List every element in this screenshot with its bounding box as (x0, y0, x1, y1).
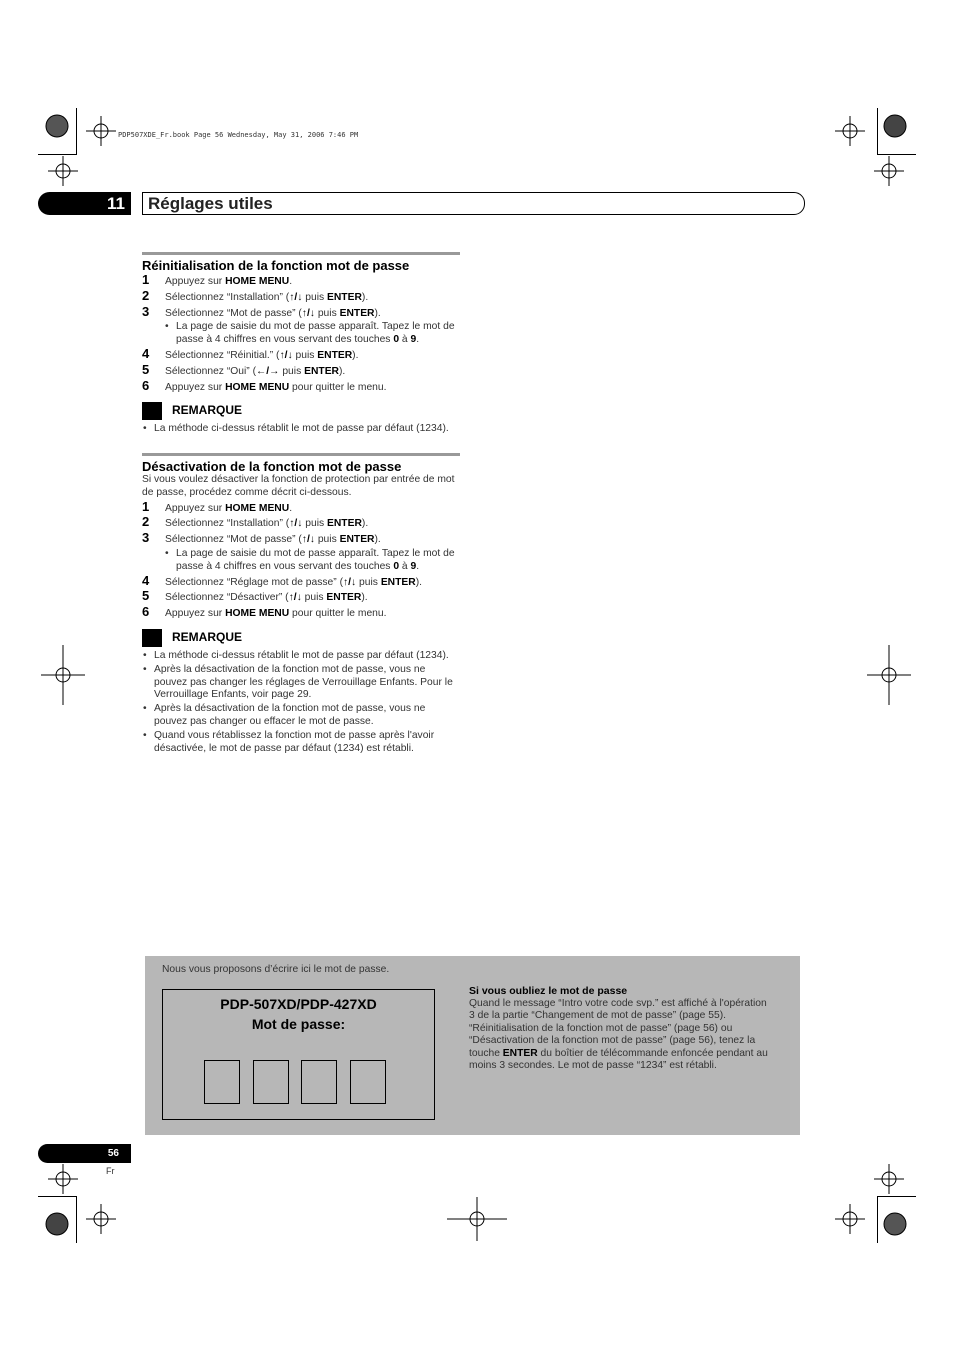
step-item (142, 530, 460, 547)
arrow-keys-icon: ↑/↓ (301, 534, 315, 546)
step-text: ). (361, 592, 368, 604)
step-number: 4 (142, 345, 150, 361)
section-rule (142, 453, 460, 456)
step-number: 6 (142, 377, 150, 393)
step-text: puis (356, 576, 381, 588)
arrow-keys-icon: ↑/↓ (289, 291, 303, 303)
step-text: Appuyez sur (165, 381, 226, 393)
section-reset-password (142, 252, 460, 436)
forgot-text-end: du boîtier de télécommande enfoncée pendant au moins 3 secondes. Le mot de passe “1234” est rétabli. (469, 1047, 768, 1071)
arrow-keys-icon: ↑/↓ (279, 349, 293, 361)
forgot-password-note (469, 985, 769, 1073)
sub-note-text: . (416, 334, 420, 346)
step-text: Appuyez sur (165, 608, 226, 620)
step-text: puis (302, 291, 327, 303)
step-text: ). (361, 291, 369, 303)
step-number: 2 (142, 514, 150, 530)
key-label: ENTER (326, 592, 362, 604)
key-label: ENTER (317, 349, 353, 361)
step-text: Sélectionnez “Réinitial.” ( (165, 349, 280, 361)
forgot-text (469, 998, 769, 1073)
sub-note-text: La page de saisie du mot de passe apparaît. Tapez le mot de passe à 4 chiffres en vous servant des touches (176, 321, 455, 346)
step-item (142, 498, 460, 516)
step-text: ). (374, 307, 381, 319)
step-item (142, 604, 460, 621)
step-text: . (289, 502, 293, 514)
model-name: PDP-507XD/PDP-427XD (220, 996, 377, 1012)
remark-item: • La méthode ci-dessus rétablit le mot de passe par défaut (1234). (142, 423, 460, 436)
key-label: 0 (393, 560, 400, 572)
key-label: 9 (410, 560, 417, 572)
steps-list (142, 498, 460, 621)
password-label: Mot de passe: (251, 1016, 346, 1032)
book-header: PDP507XDE_Fr.book Page 56 Wednesday, May 31, 2006 7:46 PM (118, 131, 359, 139)
remark-item: • Après la désactivation de la fonction mot de passe, vous ne pouvez pas changer les réglages de Verrouillage Enfants. Pour le Verrouillage Enfants, voir page 29. (142, 664, 460, 702)
steps-list (142, 272, 460, 394)
remarks-list (142, 650, 460, 755)
remark-header (142, 629, 460, 649)
step-text: pour quitter le menu. (289, 381, 387, 393)
key-label: ENTER (380, 576, 416, 588)
step-item (142, 572, 460, 590)
step-item (142, 303, 460, 321)
step-text: Sélectionnez “Oui” ( (165, 365, 256, 377)
arrow-keys-icon: ↑/↓ (288, 592, 302, 604)
sub-note-text: La page de saisie du mot de passe apparaît. Tapez le mot de passe à 4 chiffres en vous servant des touches (176, 547, 455, 572)
remarks-list (142, 423, 460, 436)
step-text: Appuyez sur (165, 276, 226, 287)
step-text: Sélectionnez “Réglage mot de passe” ( (165, 576, 344, 588)
step-text: Sélectionnez “Mot de passe” ( (165, 307, 302, 319)
digit-box (301, 1060, 337, 1104)
step-sub-note (142, 321, 460, 347)
key-label: ENTER (327, 518, 362, 530)
step-text: puis (302, 518, 327, 530)
step-text: Sélectionnez “Installation” ( (165, 518, 290, 530)
key-label: HOME MENU (225, 276, 290, 287)
digit-box (350, 1060, 386, 1104)
step-number: 1 (142, 272, 150, 287)
step-text: ). (339, 365, 346, 377)
sub-note-text: à (399, 560, 411, 572)
step-item (142, 345, 460, 363)
remark-item: • Après la désactivation de la fonction mot de passe, vous ne pouvez pas changer ou effacer le mot de passe. (142, 703, 460, 729)
step-text: ). (352, 349, 359, 361)
step-text: Sélectionnez “Désactiver” ( (165, 592, 289, 604)
digit-box (204, 1060, 240, 1104)
chapter-number: 11 (38, 192, 131, 215)
step-text: . (289, 276, 293, 287)
step-text: ). (361, 518, 369, 530)
section-rule (142, 252, 460, 255)
step-text: puis (292, 349, 318, 361)
step-item (142, 287, 460, 305)
arrow-keys-icon: ↑/↓ (343, 576, 357, 588)
remark-label: REMARQUE (172, 403, 243, 418)
remark-header (142, 402, 460, 422)
pencil-note-icon (142, 629, 162, 647)
key-label: ENTER (304, 365, 339, 377)
step-text: ). (374, 534, 381, 546)
digit-box (253, 1060, 289, 1104)
remark-item: • Quand vous rétablissez la fonction mot de passe après l'avoir désactivée, le mot de passe par défaut (1234) est rétabli. (142, 730, 460, 756)
section-title: Désactivation de la fonction mot de passe (142, 459, 402, 474)
step-number: 2 (142, 287, 150, 303)
password-write-box (162, 989, 435, 1120)
step-sub-note (142, 548, 460, 574)
key-label: ENTER (339, 307, 375, 319)
key-label: 9 (410, 334, 417, 346)
step-item (142, 272, 460, 289)
remark-label: REMARQUE (172, 629, 243, 644)
pencil-note-icon (142, 402, 162, 420)
language-code: Fr (106, 1166, 115, 1176)
chapter-header (38, 192, 800, 215)
step-text: Appuyez sur (165, 502, 226, 514)
step-number: 3 (142, 303, 150, 319)
step-text: puis (301, 592, 327, 604)
section-intro: Si vous voulez désactiver la fonction de protection par entrée de mot de passe, procédez comme décrit ci-dessous. (142, 474, 455, 498)
step-number: 3 (142, 530, 150, 546)
forgot-text-start: Quand le message “Intro votre code svp.” est affiché à l'opération 3 de la partie “Changement de mot de passe” (page 55). “Réinitialisation de la fonction mot de passe” (page 56) ou “Désactivation de la fonction mot de passe” (page 56), tenez la touche (469, 997, 767, 1059)
step-text: puis (314, 307, 340, 319)
section-title: Réinitialisation de la fonction mot de passe (142, 258, 410, 273)
step-item (142, 377, 460, 395)
forgot-title: Si vous oubliez le mot de passe (469, 985, 628, 997)
step-text: pour quitter le menu. (289, 608, 387, 620)
key-label: HOME MENU (225, 608, 290, 620)
arrow-keys-icon: ↑/↓ (289, 518, 303, 530)
step-number: 4 (142, 572, 150, 588)
step-number: 5 (142, 588, 150, 604)
step-text: puis (279, 365, 305, 377)
key-label: HOME MENU (225, 381, 290, 393)
step-text: Sélectionnez “Installation” ( (165, 291, 290, 303)
arrow-keys-icon: ↑/↓ (301, 307, 315, 319)
panel-note: Nous vous proposons d’écrire ici le mot de passe. (162, 964, 390, 975)
key-label: HOME MENU (225, 502, 290, 514)
step-text: Sélectionnez “Mot de passe” ( (165, 534, 302, 546)
step-item (142, 514, 460, 531)
remark-item: • La méthode ci-dessus rétablit le mot de passe par défaut (1234). (142, 650, 460, 663)
step-number: 5 (142, 361, 150, 377)
enter-key-label: ENTER (502, 1047, 538, 1059)
key-label: ENTER (327, 291, 362, 303)
sub-note-text: . (416, 560, 420, 572)
step-text: ). (415, 576, 423, 588)
step-text: puis (314, 534, 340, 546)
step-item (142, 361, 460, 379)
key-label: 0 (393, 334, 400, 346)
chapter-title: Réglages utiles (142, 192, 805, 215)
key-label: ENTER (339, 534, 375, 546)
section-disable-password (142, 453, 460, 755)
step-item (142, 588, 460, 605)
step-number: 6 (142, 604, 150, 620)
step-number: 1 (142, 498, 150, 514)
page-number: 56 (38, 1144, 131, 1163)
sub-note-text: à (399, 334, 411, 346)
arrow-keys-icon: ←/→ (256, 365, 280, 377)
